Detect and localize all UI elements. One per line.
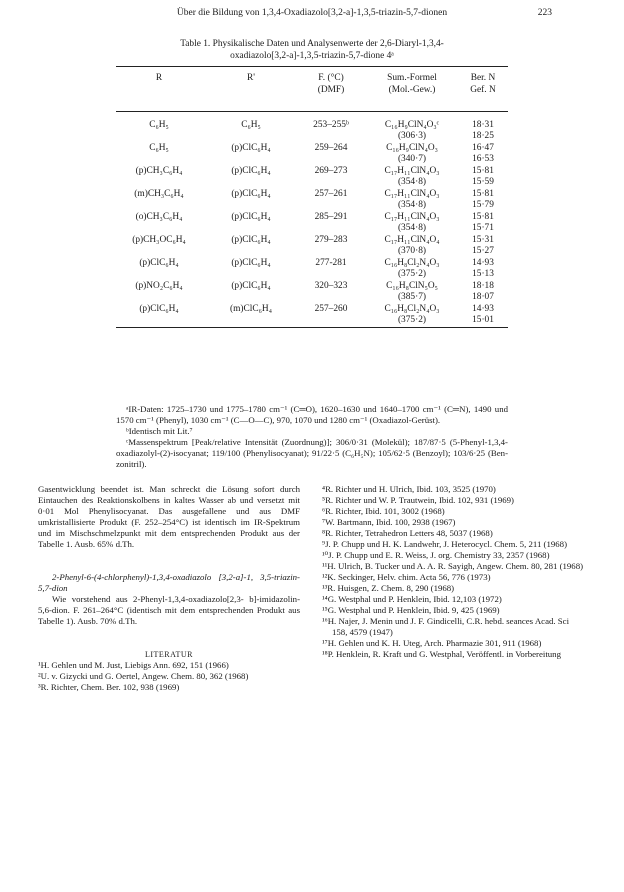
header-r-prime: R' bbox=[247, 73, 255, 83]
header-melting-point: F. (°C) (DMF) bbox=[317, 73, 345, 95]
cell-value-gef: 15·59 bbox=[472, 177, 494, 187]
cell-value-mw: (354·8) bbox=[397, 177, 427, 187]
reference-item: ⁷W. Bartmann, Ibid. 100, 2938 (1967) bbox=[322, 517, 456, 527]
cell-formula bbox=[366, 189, 458, 211]
reference-item: ¹⁷H. Gehlen und K. H. Uteg, Arch. Pharmazie 301, 911 (1968) bbox=[322, 638, 542, 648]
reference-item: ⁶R. Richter, Ibid. 101, 3002 (1968) bbox=[322, 506, 445, 516]
table-header-row bbox=[116, 67, 508, 111]
left-text-column bbox=[38, 484, 300, 693]
cell-r bbox=[116, 258, 202, 269]
cell-formula bbox=[366, 258, 458, 280]
cell-value-ber: 15·81 bbox=[472, 212, 494, 222]
cell-r-prime bbox=[206, 235, 296, 246]
cell-r-prime bbox=[206, 281, 296, 292]
data-table bbox=[116, 66, 508, 328]
literatur-heading: LITERATUR bbox=[144, 650, 194, 659]
cell-r bbox=[116, 304, 202, 315]
cell-value-gef: 15·71 bbox=[472, 223, 494, 233]
cell-formula bbox=[366, 304, 458, 326]
table-caption-line: Table 1. Physikalische Daten und Analysenwerte der 2,6-Diaryl-1,3,4- bbox=[180, 39, 444, 49]
cell-r-prime bbox=[206, 189, 296, 200]
experimental-paragraph: Gasentwicklung beendet ist. Man schreckt die Lösung sofort durch Eintauchen des Reaktionskolbens in kaltes Wasser ab und versetzt mit 0·01 Mol Phenylisocyanat. Das ausgefallene und aus DMF umkristallisierte Produkt (F. 252–254°C) ist identisch im IR-Spektrum und im Mischschmelzpunkt mit dem entsprechenden Produkt aus der Tabelle 1. Ausb. 65% d.Th. bbox=[38, 484, 301, 549]
cell-nitrogen bbox=[458, 212, 508, 234]
compound-title: 2-Phenyl-6-(4-chlorphenyl)-1,3,4-oxadiazolo [3,2-a]-1, 3,5-triazin-5,7-dion bbox=[38, 572, 300, 593]
cell-nitrogen bbox=[458, 166, 508, 188]
reference-item: ¹⁵G. Westphal und P. Henklein, Ibid. 9, 425 (1969) bbox=[322, 605, 500, 615]
cell-value-r-prime: (p)ClC₆H₄ bbox=[231, 235, 271, 245]
cell-value-r-prime: (p)ClC₆H₄ bbox=[231, 258, 271, 268]
cell-value-formula: C₁₆H₉ClN₄O₃ bbox=[386, 143, 438, 153]
cell-r-prime bbox=[206, 304, 296, 315]
cell-nitrogen bbox=[458, 304, 508, 326]
running-head bbox=[72, 8, 552, 22]
footnote-c: ᶜMassenspektrum [Peak/relative Intensität (Zuordnung)]; 306/0·31 (Molekül); 187/87·5 (5-Phenyl-1,3,4-oxadiazolyl-(2)-isocyanat; 119/100 (Phenylisocyanat); 91/22·5 (C₆H₅N); 105/62·5 (Benzoyl); 103/6·25 (Ben- zonitril). bbox=[116, 437, 509, 469]
cell-r bbox=[116, 143, 202, 154]
cell-value-mw: (385·7) bbox=[397, 292, 427, 302]
cell-value-formula: C₁₇H₁₁ClN₄O₄ bbox=[384, 235, 440, 245]
cell-formula bbox=[366, 212, 458, 234]
cell-value-fp: 257–260 bbox=[314, 304, 348, 314]
cell-value-fp: 253–255ᵇ bbox=[313, 120, 349, 130]
cell-value-ber: 15·81 bbox=[472, 166, 494, 176]
right-reference-column bbox=[322, 484, 586, 660]
table-row bbox=[116, 141, 508, 164]
page-number: 223 bbox=[537, 8, 552, 18]
cell-value-r-prime: (p)ClC₆H₄ bbox=[231, 189, 271, 199]
table-row bbox=[116, 233, 508, 256]
header-r: R bbox=[155, 73, 163, 83]
cell-nitrogen bbox=[458, 235, 508, 257]
cell-value-gef: 18·07 bbox=[472, 292, 494, 302]
table-row bbox=[116, 256, 508, 279]
table-caption bbox=[116, 38, 508, 62]
cell-r-prime bbox=[206, 143, 296, 154]
cell-value-r-prime: C₆H₅ bbox=[241, 120, 261, 130]
cell-value-mw: (375·2) bbox=[397, 315, 427, 325]
cell-value-fp: 259–264 bbox=[314, 143, 348, 153]
cell-nitrogen bbox=[458, 189, 508, 211]
cell-melting-point bbox=[296, 166, 366, 177]
cell-value-r-prime: (p)ClC₆H₄ bbox=[231, 166, 271, 176]
cell-value-formula: C₁₆H₉ClN₄O₃ᶜ bbox=[384, 120, 440, 130]
cell-value-r: (p)NO₂C₆H₄ bbox=[135, 281, 183, 291]
cell-value-ber: 16·47 bbox=[472, 143, 494, 153]
table-footnotes bbox=[116, 404, 508, 470]
cell-formula bbox=[366, 143, 458, 165]
cell-value-fp: 269–273 bbox=[314, 166, 348, 176]
cell-value-r: C₆H₅ bbox=[149, 143, 169, 153]
cell-value-mw: (340·7) bbox=[397, 154, 427, 164]
cell-value-mw: (354·8) bbox=[397, 223, 427, 233]
cell-r bbox=[116, 212, 202, 223]
cell-value-ber: 18·31 bbox=[472, 120, 494, 130]
cell-value-gef: 18·25 bbox=[472, 131, 494, 141]
reference-item: ¹⁴G. Westphal und P. Henklein, Ibid. 12,103 (1972) bbox=[322, 594, 502, 604]
cell-value-ber: 18·18 bbox=[472, 281, 494, 291]
cell-value-fp: 320–323 bbox=[314, 281, 348, 291]
cell-formula bbox=[366, 120, 458, 142]
cell-value-mw: (370·8) bbox=[397, 246, 427, 256]
cell-value-r-prime: (p)ClC₆H₄ bbox=[231, 143, 271, 153]
cell-value-fp: 285–291 bbox=[314, 212, 348, 222]
cell-value-fp: 279–283 bbox=[314, 235, 348, 245]
cell-melting-point bbox=[296, 189, 366, 200]
cell-melting-point bbox=[296, 120, 366, 131]
cell-r bbox=[116, 166, 202, 177]
table-row bbox=[116, 302, 508, 325]
table-row bbox=[116, 187, 508, 210]
cell-melting-point bbox=[296, 281, 366, 292]
reference-item: ¹³R. Huisgen, Z. Chem. 8, 290 (1968) bbox=[322, 583, 455, 593]
cell-r bbox=[116, 235, 202, 246]
cell-melting-point bbox=[296, 235, 366, 246]
cell-r bbox=[116, 189, 202, 200]
compound-paragraph: Wie vorstehend aus 2-Phenyl-1,3,4-oxadiazolo[2,3- b]-imidazolin-5,6-dion. F. 261–264°C (identisch mit dem entsprechenden Produkt aus Tabelle 1). Ausb. 70% d.Th. bbox=[38, 594, 301, 626]
cell-melting-point bbox=[296, 143, 366, 154]
cell-value-gef: 16·53 bbox=[472, 154, 494, 164]
reference-item: ⁹J. P. Chupp und H. K. Landwehr, J. Heterocycl. Chem. 5, 211 (1968) bbox=[322, 539, 568, 549]
cell-r-prime bbox=[206, 120, 296, 131]
cell-value-r: (p)CH₃C₆H₄ bbox=[135, 166, 183, 176]
cell-r-prime bbox=[206, 166, 296, 177]
reference-item: ³R. Richter, Chem. Ber. 102, 938 (1969) bbox=[38, 682, 180, 692]
cell-value-r: (o)CH₃C₆H₄ bbox=[135, 212, 183, 222]
cell-value-r: (p)ClC₆H₄ bbox=[139, 258, 179, 268]
cell-formula bbox=[366, 235, 458, 257]
cell-formula bbox=[366, 166, 458, 188]
reference-item: ⁸R. Richter, Tetrahedron Letters 48, 5037 (1968) bbox=[322, 528, 493, 538]
cell-nitrogen bbox=[458, 143, 508, 165]
cell-value-r: (p)ClC₆H₄ bbox=[139, 304, 179, 314]
reference-item: ¹²K. Seckinger, Helv. chim. Acta 56, 776 (1973) bbox=[322, 572, 491, 582]
cell-formula bbox=[366, 281, 458, 303]
reference-item: ⁵R. Richter und W. P. Trautwein, Ibid. 102, 931 (1969) bbox=[322, 495, 514, 505]
reference-item: ¹H. Gehlen und M. Just, Liebigs Ann. 692, 151 (1966) bbox=[38, 660, 229, 670]
cell-value-formula: C₁₇H₁₁ClN₄O₃ bbox=[384, 212, 440, 222]
cell-value-formula: C₁₇H₁₁ClN₄O₃ bbox=[384, 189, 440, 199]
reference-item: ¹⁶H. Najer, J. Menin und J. F. Gindicelli, C.R. hebd. seances Acad. Sci 158, 4579 (1947) bbox=[322, 616, 570, 637]
cell-value-r-prime: (p)ClC₆H₄ bbox=[231, 281, 271, 291]
reference-item: ¹⁸P. Henklein, R. Kraft und G. Westphal, Veröffentl. in Vorbereitung bbox=[322, 649, 561, 659]
cell-value-formula: C₁₆H₈ClN₅O₅ bbox=[386, 281, 438, 291]
cell-value-formula: C₁₇H₁₁ClN₄O₃ bbox=[384, 166, 440, 176]
cell-value-ber: 15·81 bbox=[472, 189, 494, 199]
footnote-a: ᵃIR-Daten: 1725–1730 und 1775–1780 cm⁻¹ (C═O), 1620–1630 und 1640–1700 cm⁻¹ (C═N), 1490 und 1570 cm⁻¹ (Phenyl), 1030 cm⁻¹ (C—O—C), 970, 1070 und 1280 cm⁻¹ (Oxadiazol-Gerüst). bbox=[116, 404, 508, 425]
table-caption-line: oxadiazolo[3,2-a]-1,3,5-triazin-5,7-dione 4ᵃ bbox=[230, 51, 394, 61]
table-row bbox=[116, 279, 508, 302]
cell-value-gef: 15·01 bbox=[472, 315, 494, 325]
running-head-title: Über die Bildung von 1,3,4-Oxadiazolo[3,2-a]-1,3,5-triazin-5,7-dionen bbox=[176, 8, 448, 18]
cell-nitrogen bbox=[458, 258, 508, 280]
cell-melting-point bbox=[296, 304, 366, 315]
cell-melting-point bbox=[296, 258, 366, 269]
cell-r-prime bbox=[206, 258, 296, 269]
cell-value-ber: 15·31 bbox=[472, 235, 494, 245]
reference-item: ¹¹H. Ulrich, B. Tucker und A. A. R. Sayigh, Angew. Chem. 80, 281 (1968) bbox=[322, 561, 584, 571]
cell-value-r-prime: (p)ClC₆H₄ bbox=[231, 212, 271, 222]
cell-r bbox=[116, 281, 202, 292]
cell-melting-point bbox=[296, 212, 366, 223]
cell-nitrogen bbox=[458, 281, 508, 303]
cell-value-formula: C₁₆H₈Cl₂N₄O₃ bbox=[384, 258, 440, 268]
footnote-b: ᵇIdentisch mit Lit.⁷ bbox=[126, 426, 193, 436]
cell-r bbox=[116, 120, 202, 131]
table-bottom-rule bbox=[116, 327, 508, 328]
cell-value-mw: (375·2) bbox=[397, 269, 427, 279]
cell-value-mw: (306·3) bbox=[397, 131, 427, 141]
cell-value-gef: 15·13 bbox=[472, 269, 494, 279]
cell-value-r: C₆H₅ bbox=[149, 120, 169, 130]
reference-item: ¹⁰J. P. Chupp und E. R. Weiss, J. org. Chemistry 33, 2357 (1968) bbox=[322, 550, 550, 560]
cell-value-gef: 15·27 bbox=[472, 246, 494, 256]
cell-value-r: (p)CH₃OC₆H₄ bbox=[132, 235, 186, 245]
table-row bbox=[116, 210, 508, 233]
header-formula: Sum.-Formel (Mol.-Gew.) bbox=[387, 73, 437, 95]
cell-value-fp: 277-281 bbox=[315, 258, 347, 268]
cell-value-fp: 257–261 bbox=[314, 189, 348, 199]
cell-value-mw: (354·8) bbox=[397, 200, 427, 210]
table-row bbox=[116, 118, 508, 141]
cell-value-gef: 15·79 bbox=[472, 200, 494, 210]
cell-value-formula: C₁₆H₈Cl₂N₄O₃ bbox=[384, 304, 440, 314]
header-nitrogen: Ber. N Gef. N bbox=[470, 73, 496, 95]
cell-value-ber: 14·93 bbox=[472, 258, 494, 268]
table-body bbox=[116, 112, 508, 325]
cell-r-prime bbox=[206, 212, 296, 223]
cell-value-ber: 14·93 bbox=[472, 304, 494, 314]
cell-nitrogen bbox=[458, 120, 508, 142]
table-row bbox=[116, 164, 508, 187]
reference-item: ²U. v. Gizycki und G. Oertel, Angew. Chem. 80, 362 (1968) bbox=[38, 671, 249, 681]
cell-value-r: (m)CH₃C₆H₄ bbox=[134, 189, 184, 199]
reference-item: ⁴R. Richter und H. Ulrich, Ibid. 103, 3525 (1970) bbox=[322, 484, 496, 494]
cell-value-r-prime: (m)ClC₆H₄ bbox=[230, 304, 272, 314]
